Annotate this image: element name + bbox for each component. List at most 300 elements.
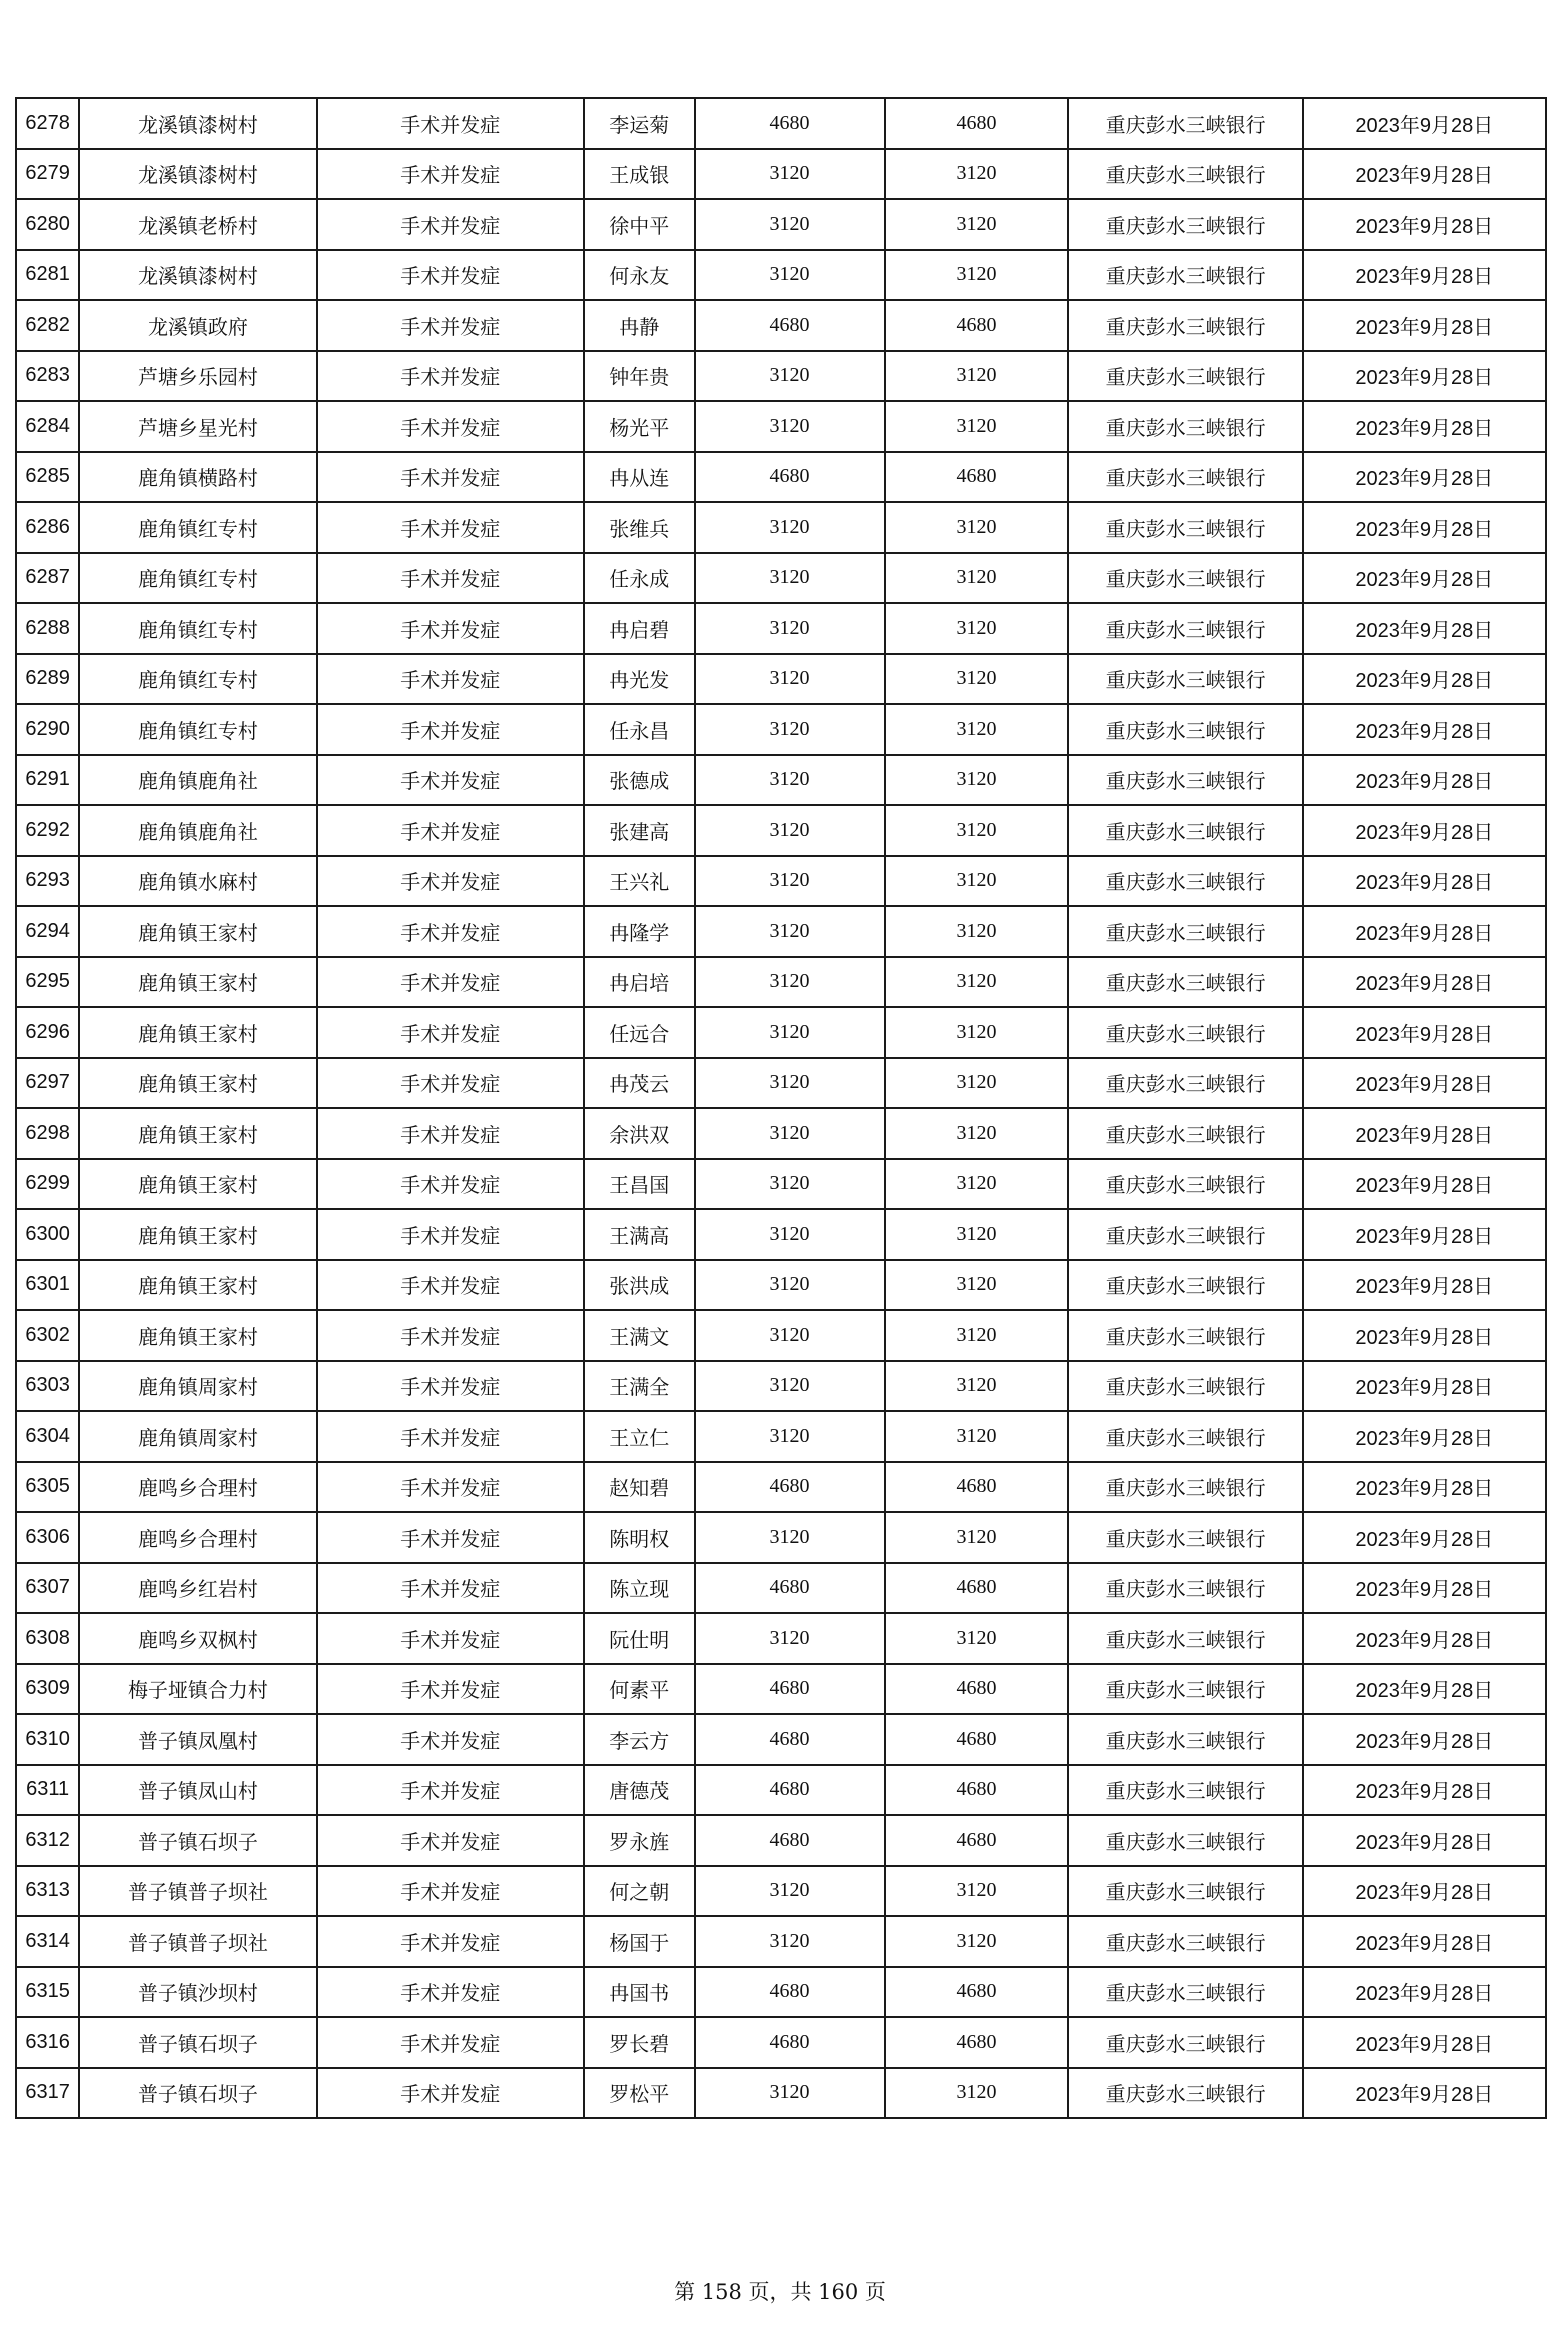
- row-place-cell: 芦塘乡乐园村: [79, 351, 316, 402]
- row-name-cell: 罗松平: [584, 2068, 695, 2119]
- row-bank-cell: 重庆彭水三峡银行: [1068, 1462, 1302, 1513]
- row-name-cell: 任永成: [584, 553, 695, 604]
- row-amount2-cell: 3120: [885, 250, 1069, 301]
- row-date-cell: 2023年9月28日: [1303, 1361, 1546, 1412]
- row-name-cell: 张建高: [584, 805, 695, 856]
- row-date-cell: 2023年9月28日: [1303, 1916, 1546, 1967]
- row-id-cell: 6303: [16, 1361, 79, 1412]
- row-name-cell: 阮仕明: [584, 1613, 695, 1664]
- row-name-cell: 冉光发: [584, 654, 695, 705]
- row-bank-cell: 重庆彭水三峡银行: [1068, 452, 1302, 503]
- row-date-cell: 2023年9月28日: [1303, 1462, 1546, 1513]
- row-amount2-cell: 3120: [885, 1512, 1069, 1563]
- row-date-cell: 2023年9月28日: [1303, 553, 1546, 604]
- row-amount2-cell: 3120: [885, 755, 1069, 806]
- row-place-cell: 梅子垭镇合力村: [79, 1664, 316, 1715]
- row-id-cell: 6310: [16, 1714, 79, 1765]
- row-place-cell: 普子镇凤山村: [79, 1765, 316, 1816]
- row-bank-cell: 重庆彭水三峡银行: [1068, 199, 1302, 250]
- row-amount1-cell: 4680: [695, 300, 885, 351]
- table-row: [16, 755, 1546, 806]
- row-amount1-cell: 3120: [695, 502, 885, 553]
- row-bank-cell: 重庆彭水三峡银行: [1068, 250, 1302, 301]
- row-amount2-cell: 3120: [885, 1411, 1069, 1462]
- row-amount1-cell: 3120: [695, 1058, 885, 1109]
- row-id-cell: 6296: [16, 1007, 79, 1058]
- row-id-cell: 6279: [16, 149, 79, 200]
- row-date-cell: 2023年9月28日: [1303, 1563, 1546, 1614]
- row-amount2-cell: 3120: [885, 856, 1069, 907]
- row-amount1-cell: 3120: [695, 1411, 885, 1462]
- row-amount2-cell: 4680: [885, 1967, 1069, 2018]
- table-row: [16, 1563, 1546, 1614]
- row-name-cell: 何素平: [584, 1664, 695, 1715]
- table-row: [16, 1159, 1546, 1210]
- row-amount2-cell: 3120: [885, 906, 1069, 957]
- row-bank-cell: 重庆彭水三峡银行: [1068, 856, 1302, 907]
- row-id-cell: 6288: [16, 603, 79, 654]
- row-name-cell: 何之朝: [584, 1866, 695, 1917]
- row-name-cell: 李运菊: [584, 98, 695, 149]
- row-amount2-cell: 4680: [885, 452, 1069, 503]
- row-amount2-cell: 3120: [885, 1916, 1069, 1967]
- row-amount1-cell: 3120: [695, 1361, 885, 1412]
- row-amount1-cell: 4680: [695, 1664, 885, 1715]
- row-amount2-cell: 3120: [885, 1108, 1069, 1159]
- row-name-cell: 冉国书: [584, 1967, 695, 2018]
- table-row: [16, 906, 1546, 957]
- row-amount2-cell: 3120: [885, 199, 1069, 250]
- row-bank-cell: 重庆彭水三峡银行: [1068, 704, 1302, 755]
- table-row: [16, 1209, 1546, 1260]
- row-bank-cell: 重庆彭水三峡银行: [1068, 603, 1302, 654]
- row-type-cell: 手术并发症: [317, 957, 584, 1008]
- row-bank-cell: 重庆彭水三峡银行: [1068, 1866, 1302, 1917]
- row-id-cell: 6278: [16, 98, 79, 149]
- row-bank-cell: 重庆彭水三峡银行: [1068, 1512, 1302, 1563]
- table-row: [16, 805, 1546, 856]
- row-type-cell: 手术并发症: [317, 1714, 584, 1765]
- row-type-cell: 手术并发症: [317, 1310, 584, 1361]
- row-id-cell: 6290: [16, 704, 79, 755]
- table-row: [16, 1916, 1546, 1967]
- row-amount1-cell: 3120: [695, 250, 885, 301]
- row-amount1-cell: 3120: [695, 1866, 885, 1917]
- row-place-cell: 普子镇普子坝社: [79, 1866, 316, 1917]
- row-name-cell: 罗长碧: [584, 2017, 695, 2068]
- table-row: [16, 351, 1546, 402]
- row-bank-cell: 重庆彭水三峡银行: [1068, 654, 1302, 705]
- row-type-cell: 手术并发症: [317, 300, 584, 351]
- row-name-cell: 陈明权: [584, 1512, 695, 1563]
- row-name-cell: 王满高: [584, 1209, 695, 1260]
- row-name-cell: 张德成: [584, 755, 695, 806]
- row-amount2-cell: 3120: [885, 1260, 1069, 1311]
- row-amount2-cell: 4680: [885, 2017, 1069, 2068]
- row-type-cell: 手术并发症: [317, 149, 584, 200]
- row-date-cell: 2023年9月28日: [1303, 957, 1546, 1008]
- row-bank-cell: 重庆彭水三峡银行: [1068, 1209, 1302, 1260]
- row-amount1-cell: 3120: [695, 401, 885, 452]
- row-amount1-cell: 3120: [695, 351, 885, 402]
- row-amount1-cell: 3120: [695, 1916, 885, 1967]
- row-name-cell: 李云方: [584, 1714, 695, 1765]
- row-place-cell: 普子镇沙坝村: [79, 1967, 316, 2018]
- table-row: [16, 1411, 1546, 1462]
- row-id-cell: 6284: [16, 401, 79, 452]
- row-amount2-cell: 4680: [885, 1815, 1069, 1866]
- row-id-cell: 6307: [16, 1563, 79, 1614]
- row-place-cell: 龙溪镇政府: [79, 300, 316, 351]
- row-bank-cell: 重庆彭水三峡银行: [1068, 149, 1302, 200]
- row-id-cell: 6312: [16, 1815, 79, 1866]
- row-type-cell: 手术并发症: [317, 351, 584, 402]
- row-amount2-cell: 3120: [885, 957, 1069, 1008]
- table-row: [16, 250, 1546, 301]
- row-type-cell: 手术并发症: [317, 1108, 584, 1159]
- row-amount1-cell: 3120: [695, 1108, 885, 1159]
- table-row: [16, 1765, 1546, 1816]
- row-place-cell: 鹿角镇周家村: [79, 1411, 316, 1462]
- row-amount2-cell: 3120: [885, 1613, 1069, 1664]
- row-name-cell: 王昌国: [584, 1159, 695, 1210]
- row-id-cell: 6314: [16, 1916, 79, 1967]
- table-row: [16, 1664, 1546, 1715]
- row-name-cell: 赵知碧: [584, 1462, 695, 1513]
- row-bank-cell: 重庆彭水三峡银行: [1068, 1613, 1302, 1664]
- row-type-cell: 手术并发症: [317, 805, 584, 856]
- row-date-cell: 2023年9月28日: [1303, 401, 1546, 452]
- row-amount1-cell: 3120: [695, 149, 885, 200]
- row-type-cell: 手术并发症: [317, 1613, 584, 1664]
- row-date-cell: 2023年9月28日: [1303, 351, 1546, 402]
- row-place-cell: 鹿鸣乡双枫村: [79, 1613, 316, 1664]
- row-amount1-cell: 4680: [695, 2017, 885, 2068]
- table-row: [16, 452, 1546, 503]
- row-date-cell: 2023年9月28日: [1303, 1209, 1546, 1260]
- table-row: [16, 1967, 1546, 2018]
- row-id-cell: 6315: [16, 1967, 79, 2018]
- row-amount2-cell: 4680: [885, 98, 1069, 149]
- row-type-cell: 手术并发症: [317, 1916, 584, 1967]
- row-id-cell: 6281: [16, 250, 79, 301]
- row-amount1-cell: 3120: [695, 1007, 885, 1058]
- row-type-cell: 手术并发症: [317, 250, 584, 301]
- row-date-cell: 2023年9月28日: [1303, 1613, 1546, 1664]
- row-name-cell: 王兴礼: [584, 856, 695, 907]
- table-row: [16, 1815, 1546, 1866]
- row-date-cell: 2023年9月28日: [1303, 603, 1546, 654]
- row-name-cell: 任永昌: [584, 704, 695, 755]
- row-type-cell: 手术并发症: [317, 906, 584, 957]
- row-amount2-cell: 3120: [885, 1209, 1069, 1260]
- row-bank-cell: 重庆彭水三峡银行: [1068, 1563, 1302, 1614]
- row-bank-cell: 重庆彭水三峡银行: [1068, 1714, 1302, 1765]
- page-footer: 第 158 页，共 160 页: [674, 2280, 886, 2304]
- row-place-cell: 鹿角镇王家村: [79, 1310, 316, 1361]
- row-name-cell: 唐德茂: [584, 1765, 695, 1816]
- row-amount2-cell: 3120: [885, 1310, 1069, 1361]
- row-date-cell: 2023年9月28日: [1303, 250, 1546, 301]
- row-date-cell: 2023年9月28日: [1303, 149, 1546, 200]
- row-id-cell: 6302: [16, 1310, 79, 1361]
- row-name-cell: 张洪成: [584, 1260, 695, 1311]
- table-row: [16, 1058, 1546, 1109]
- row-place-cell: 普子镇普子坝社: [79, 1916, 316, 1967]
- row-name-cell: 王立仁: [584, 1411, 695, 1462]
- row-date-cell: 2023年9月28日: [1303, 1664, 1546, 1715]
- row-amount2-cell: 3120: [885, 401, 1069, 452]
- row-bank-cell: 重庆彭水三峡银行: [1068, 1815, 1302, 1866]
- row-type-cell: 手术并发症: [317, 1815, 584, 1866]
- row-date-cell: 2023年9月28日: [1303, 2017, 1546, 2068]
- row-place-cell: 鹿鸣乡红岩村: [79, 1563, 316, 1614]
- row-name-cell: 钟年贵: [584, 351, 695, 402]
- row-amount1-cell: 3120: [695, 805, 885, 856]
- row-id-cell: 6306: [16, 1512, 79, 1563]
- row-date-cell: 2023年9月28日: [1303, 1260, 1546, 1311]
- row-amount2-cell: 3120: [885, 1159, 1069, 1210]
- row-name-cell: 王满文: [584, 1310, 695, 1361]
- row-amount1-cell: 3120: [695, 1512, 885, 1563]
- row-date-cell: 2023年9月28日: [1303, 1058, 1546, 1109]
- row-amount2-cell: 3120: [885, 1866, 1069, 1917]
- row-place-cell: 鹿角镇水麻村: [79, 856, 316, 907]
- row-type-cell: 手术并发症: [317, 2068, 584, 2119]
- row-type-cell: 手术并发症: [317, 2017, 584, 2068]
- row-bank-cell: 重庆彭水三峡银行: [1068, 1916, 1302, 1967]
- row-bank-cell: 重庆彭水三峡银行: [1068, 401, 1302, 452]
- row-id-cell: 6308: [16, 1613, 79, 1664]
- row-id-cell: 6283: [16, 351, 79, 402]
- row-date-cell: 2023年9月28日: [1303, 1411, 1546, 1462]
- row-date-cell: 2023年9月28日: [1303, 1007, 1546, 1058]
- row-type-cell: 手术并发症: [317, 1159, 584, 1210]
- row-amount2-cell: 4680: [885, 1765, 1069, 1816]
- row-type-cell: 手术并发症: [317, 1411, 584, 1462]
- row-place-cell: 鹿角镇红专村: [79, 553, 316, 604]
- row-amount2-cell: 4680: [885, 1664, 1069, 1715]
- table-row: [16, 1512, 1546, 1563]
- row-date-cell: 2023年9月28日: [1303, 1512, 1546, 1563]
- row-place-cell: 鹿鸣乡合理村: [79, 1462, 316, 1513]
- row-type-cell: 手术并发症: [317, 603, 584, 654]
- row-amount2-cell: 4680: [885, 1462, 1069, 1513]
- row-amount2-cell: 3120: [885, 1361, 1069, 1412]
- row-id-cell: 6316: [16, 2017, 79, 2068]
- row-bank-cell: 重庆彭水三峡银行: [1068, 502, 1302, 553]
- row-amount1-cell: 3120: [695, 2068, 885, 2119]
- table-row: [16, 2017, 1546, 2068]
- row-place-cell: 鹿角镇红专村: [79, 603, 316, 654]
- row-amount2-cell: 3120: [885, 553, 1069, 604]
- row-id-cell: 6280: [16, 199, 79, 250]
- table-row: [16, 149, 1546, 200]
- row-amount1-cell: 3120: [695, 1260, 885, 1311]
- row-name-cell: 何永友: [584, 250, 695, 301]
- row-date-cell: 2023年9月28日: [1303, 1159, 1546, 1210]
- table-row: [16, 1260, 1546, 1311]
- row-date-cell: 2023年9月28日: [1303, 2068, 1546, 2119]
- row-amount2-cell: 3120: [885, 149, 1069, 200]
- row-type-cell: 手术并发症: [317, 856, 584, 907]
- row-bank-cell: 重庆彭水三峡银行: [1068, 1967, 1302, 2018]
- row-amount1-cell: 3120: [695, 654, 885, 705]
- row-name-cell: 张维兵: [584, 502, 695, 553]
- row-type-cell: 手术并发症: [317, 1209, 584, 1260]
- row-id-cell: 6304: [16, 1411, 79, 1462]
- row-amount1-cell: 3120: [695, 957, 885, 1008]
- row-amount2-cell: 3120: [885, 351, 1069, 402]
- table-row: [16, 401, 1546, 452]
- table-row: [16, 957, 1546, 1008]
- row-date-cell: 2023年9月28日: [1303, 502, 1546, 553]
- row-bank-cell: 重庆彭水三峡银行: [1068, 957, 1302, 1008]
- row-amount1-cell: 3120: [695, 906, 885, 957]
- row-name-cell: 冉隆学: [584, 906, 695, 957]
- row-id-cell: 6311: [16, 1765, 79, 1816]
- table-row: [16, 1866, 1546, 1917]
- row-amount1-cell: 4680: [695, 1815, 885, 1866]
- row-amount2-cell: 4680: [885, 1714, 1069, 1765]
- row-place-cell: 鹿角镇王家村: [79, 957, 316, 1008]
- row-date-cell: 2023年9月28日: [1303, 98, 1546, 149]
- row-date-cell: 2023年9月28日: [1303, 906, 1546, 957]
- row-type-cell: 手术并发症: [317, 1967, 584, 2018]
- table-row: [16, 1613, 1546, 1664]
- row-bank-cell: 重庆彭水三峡银行: [1068, 1159, 1302, 1210]
- row-date-cell: 2023年9月28日: [1303, 654, 1546, 705]
- row-bank-cell: 重庆彭水三峡银行: [1068, 300, 1302, 351]
- row-id-cell: 6293: [16, 856, 79, 907]
- table-row: [16, 1714, 1546, 1765]
- row-bank-cell: 重庆彭水三峡银行: [1068, 1260, 1302, 1311]
- row-date-cell: 2023年9月28日: [1303, 856, 1546, 907]
- row-place-cell: 鹿角镇王家村: [79, 1007, 316, 1058]
- row-name-cell: 罗永旌: [584, 1815, 695, 1866]
- row-place-cell: 鹿角镇王家村: [79, 1108, 316, 1159]
- row-date-cell: 2023年9月28日: [1303, 1765, 1546, 1816]
- row-type-cell: 手术并发症: [317, 1361, 584, 1412]
- row-name-cell: 杨国于: [584, 1916, 695, 1967]
- row-bank-cell: 重庆彭水三峡银行: [1068, 1664, 1302, 1715]
- row-amount1-cell: 4680: [695, 1765, 885, 1816]
- row-bank-cell: 重庆彭水三峡银行: [1068, 2017, 1302, 2068]
- row-id-cell: 6285: [16, 452, 79, 503]
- row-place-cell: 鹿角镇王家村: [79, 906, 316, 957]
- row-date-cell: 2023年9月28日: [1303, 199, 1546, 250]
- row-id-cell: 6309: [16, 1664, 79, 1715]
- row-place-cell: 鹿角镇鹿角社: [79, 805, 316, 856]
- row-id-cell: 6292: [16, 805, 79, 856]
- row-date-cell: 2023年9月28日: [1303, 1967, 1546, 2018]
- row-amount2-cell: 4680: [885, 1563, 1069, 1614]
- row-type-cell: 手术并发症: [317, 1512, 584, 1563]
- row-date-cell: 2023年9月28日: [1303, 704, 1546, 755]
- row-place-cell: 龙溪镇漆树村: [79, 250, 316, 301]
- row-amount1-cell: 3120: [695, 603, 885, 654]
- table-row: [16, 1462, 1546, 1513]
- row-id-cell: 6287: [16, 553, 79, 604]
- row-bank-cell: 重庆彭水三峡银行: [1068, 1765, 1302, 1816]
- row-bank-cell: 重庆彭水三峡银行: [1068, 1058, 1302, 1109]
- row-name-cell: 陈立现: [584, 1563, 695, 1614]
- row-name-cell: 任远合: [584, 1007, 695, 1058]
- row-id-cell: 6298: [16, 1108, 79, 1159]
- row-amount2-cell: 3120: [885, 502, 1069, 553]
- row-id-cell: 6299: [16, 1159, 79, 1210]
- row-amount1-cell: 4680: [695, 1563, 885, 1614]
- row-type-cell: 手术并发症: [317, 1462, 584, 1513]
- row-place-cell: 鹿角镇王家村: [79, 1058, 316, 1109]
- row-place-cell: 鹿角镇横路村: [79, 452, 316, 503]
- row-type-cell: 手术并发症: [317, 755, 584, 806]
- row-bank-cell: 重庆彭水三峡银行: [1068, 1310, 1302, 1361]
- table-row: [16, 300, 1546, 351]
- row-type-cell: 手术并发症: [317, 401, 584, 452]
- table-row: [16, 1007, 1546, 1058]
- table-row: [16, 1361, 1546, 1412]
- row-id-cell: 6317: [16, 2068, 79, 2119]
- row-name-cell: 冉茂云: [584, 1058, 695, 1109]
- row-place-cell: 鹿角镇王家村: [79, 1209, 316, 1260]
- row-name-cell: 冉从连: [584, 452, 695, 503]
- table-row: [16, 502, 1546, 553]
- row-name-cell: 王满全: [584, 1361, 695, 1412]
- table-row: [16, 654, 1546, 705]
- payment-table: [15, 97, 1547, 2119]
- row-type-cell: 手术并发症: [317, 1765, 584, 1816]
- row-bank-cell: 重庆彭水三峡银行: [1068, 1361, 1302, 1412]
- row-date-cell: 2023年9月28日: [1303, 452, 1546, 503]
- row-date-cell: 2023年9月28日: [1303, 1108, 1546, 1159]
- row-name-cell: 冉启碧: [584, 603, 695, 654]
- row-date-cell: 2023年9月28日: [1303, 1866, 1546, 1917]
- row-place-cell: 龙溪镇漆树村: [79, 149, 316, 200]
- row-bank-cell: 重庆彭水三峡银行: [1068, 1007, 1302, 1058]
- row-bank-cell: 重庆彭水三峡银行: [1068, 1108, 1302, 1159]
- row-id-cell: 6301: [16, 1260, 79, 1311]
- row-place-cell: 鹿角镇红专村: [79, 654, 316, 705]
- table-row: [16, 98, 1546, 149]
- table-body: [16, 98, 1546, 2118]
- row-id-cell: 6286: [16, 502, 79, 553]
- row-bank-cell: 重庆彭水三峡银行: [1068, 805, 1302, 856]
- row-amount1-cell: 4680: [695, 1714, 885, 1765]
- row-id-cell: 6300: [16, 1209, 79, 1260]
- row-id-cell: 6291: [16, 755, 79, 806]
- row-id-cell: 6289: [16, 654, 79, 705]
- row-amount1-cell: 3120: [695, 1209, 885, 1260]
- row-type-cell: 手术并发症: [317, 98, 584, 149]
- row-bank-cell: 重庆彭水三峡银行: [1068, 1411, 1302, 1462]
- row-name-cell: 徐中平: [584, 199, 695, 250]
- row-amount1-cell: 3120: [695, 1159, 885, 1210]
- row-amount1-cell: 4680: [695, 1967, 885, 2018]
- row-amount1-cell: 3120: [695, 1613, 885, 1664]
- row-bank-cell: 重庆彭水三峡银行: [1068, 351, 1302, 402]
- row-type-cell: 手术并发症: [317, 704, 584, 755]
- table-row: [16, 199, 1546, 250]
- row-type-cell: 手术并发症: [317, 1058, 584, 1109]
- row-place-cell: 鹿鸣乡合理村: [79, 1512, 316, 1563]
- row-place-cell: 芦塘乡星光村: [79, 401, 316, 452]
- row-name-cell: 冉启培: [584, 957, 695, 1008]
- row-date-cell: 2023年9月28日: [1303, 300, 1546, 351]
- table-row: [16, 704, 1546, 755]
- row-place-cell: 鹿角镇鹿角社: [79, 755, 316, 806]
- row-amount2-cell: 3120: [885, 704, 1069, 755]
